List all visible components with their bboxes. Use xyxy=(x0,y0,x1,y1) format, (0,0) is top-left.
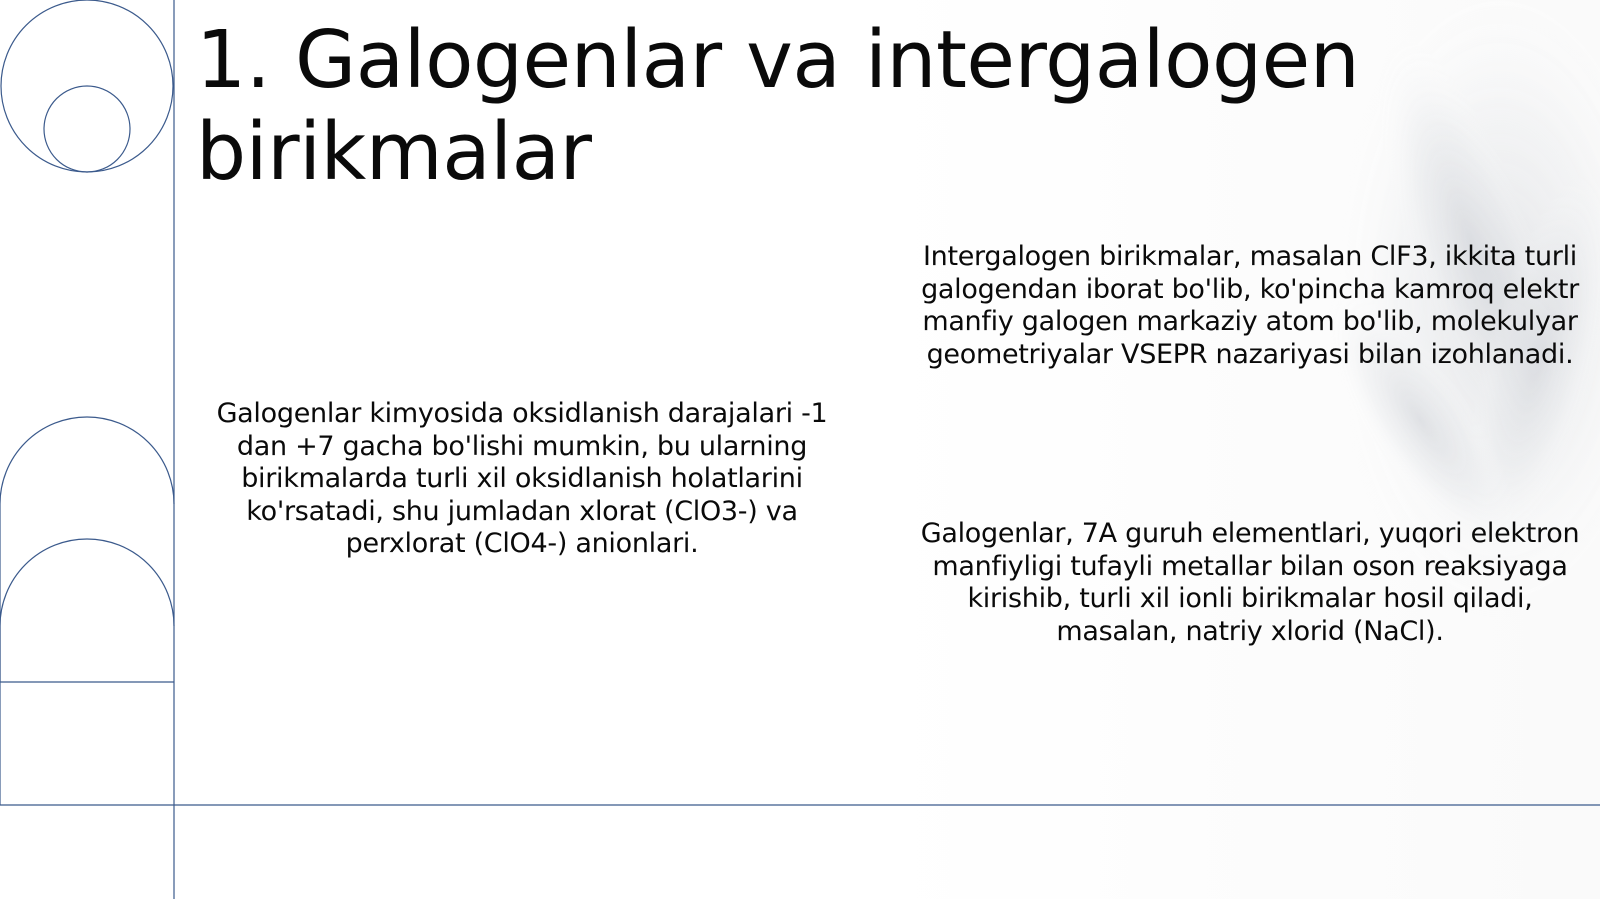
small-circle-outline xyxy=(44,86,130,172)
lower-arch-outline xyxy=(0,539,174,626)
body-text-oxidation-states: Galogenlar kimyosida oksidlanish darajalari -1 dan +7 gacha bo'lishi mumkin, bu ularning birikmalarda turli xil oksidlanish holatlarini ko'rsatadi, shu jumladan xlorat (ClO3-) va perxlorat (ClO4-) anionlari. xyxy=(216,398,828,559)
slide-title: 1. Galogenlar va intergalogen birikmalar xyxy=(196,14,1360,198)
body-text-halogen-reactivity: Galogenlar, 7A guruh elementlari, yuqori elektron manfiyligi tufayli metallar bilan oson reaksiyaga kirishib, turli xil ionli birikmalar hosil qiladi, masalan, natriy xlorid (NaCl). xyxy=(920,518,1580,647)
upper-arch-outline xyxy=(0,417,174,504)
body-text-interhalogen-compounds: Intergalogen birikmalar, masalan ClF3, ikkita turli galogendan iborat bo'lib, ko'pincha kamroq elektr manfiy galogen markaziy atom bo'lib, molekulyar geometriyalar VSEPR nazariyasi bilan izohlanadi. xyxy=(921,241,1579,370)
